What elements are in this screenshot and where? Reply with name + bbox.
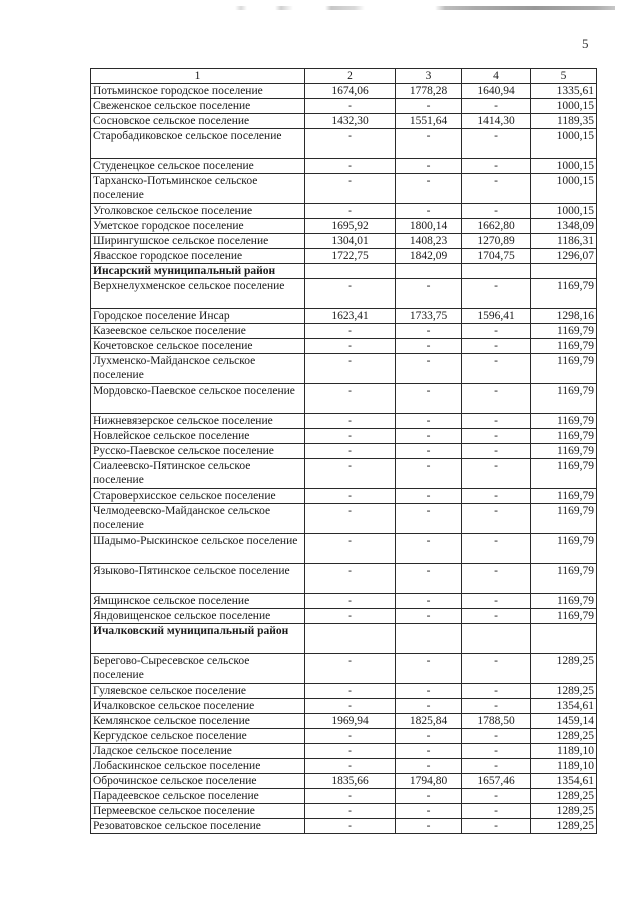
table-row	[91, 564, 597, 594]
value-cell-col3: -	[396, 279, 462, 309]
value-cell-col2: -	[305, 489, 396, 504]
table-row	[91, 534, 597, 564]
table-row	[91, 159, 597, 174]
row-name-cell: Шадымо-Рыскинское сельское поселение	[91, 534, 305, 564]
row-name-cell: Яндовищенское сельское поселение	[91, 609, 305, 624]
table-row	[91, 219, 597, 234]
table-row	[91, 459, 597, 489]
value-cell-col3: -	[396, 99, 462, 114]
value-cell-col3: -	[396, 174, 462, 204]
value-cell-col4: -	[462, 699, 531, 714]
value-cell-col5: 1335,61	[531, 84, 597, 99]
value-cell-col4: 1704,75	[462, 249, 531, 264]
table-row	[91, 324, 597, 339]
table-row	[91, 759, 597, 774]
value-cell-col3: -	[396, 324, 462, 339]
value-cell-col2: -	[305, 804, 396, 819]
table-row	[91, 279, 597, 309]
value-cell-col5: 1289,25	[531, 654, 597, 684]
row-name-cell: Студенецкое сельское поселение	[91, 159, 305, 174]
value-cell-col2: -	[305, 564, 396, 594]
value-cell-col5: 1354,61	[531, 699, 597, 714]
value-cell-col5: 1169,79	[531, 339, 597, 354]
table-row	[91, 354, 597, 384]
value-cell-col2: 1674,06	[305, 84, 396, 99]
value-cell-col4: -	[462, 204, 531, 219]
value-cell-col4: -	[462, 489, 531, 504]
value-cell-col3: -	[396, 339, 462, 354]
value-cell-col3	[396, 624, 462, 654]
section-row	[91, 624, 597, 654]
value-cell-col3: 1408,23	[396, 234, 462, 249]
value-cell-col5: 1289,25	[531, 789, 597, 804]
value-cell-col4: -	[462, 609, 531, 624]
value-cell-col5: 1189,10	[531, 759, 597, 774]
value-cell-col4: 1788,50	[462, 714, 531, 729]
value-cell-col3: -	[396, 204, 462, 219]
row-name-cell: Челмодеевско-Майданское сельское поселение	[91, 504, 305, 534]
value-cell-col3: -	[396, 729, 462, 744]
row-name-cell: Новлейское сельское поселение	[91, 429, 305, 444]
value-cell-col5: 1000,15	[531, 174, 597, 204]
value-cell-col2: -	[305, 819, 396, 834]
value-cell-col3	[396, 264, 462, 279]
value-cell-col3: -	[396, 384, 462, 414]
value-cell-col5: 1169,79	[531, 564, 597, 594]
value-cell-col5: 1000,15	[531, 99, 597, 114]
value-cell-col3: -	[396, 444, 462, 459]
value-cell-col3: -	[396, 789, 462, 804]
row-name-cell: Мордовско-Паевское сельское поселение	[91, 384, 305, 414]
value-cell-col3: 1733,75	[396, 309, 462, 324]
value-cell-col2: -	[305, 279, 396, 309]
value-cell-col2: 1304,01	[305, 234, 396, 249]
value-cell-col5: 1459,14	[531, 714, 597, 729]
row-name-cell: Языково-Пятинское сельское поселение	[91, 564, 305, 594]
value-cell-col3: -	[396, 654, 462, 684]
row-name-cell: Гуляевское сельское поселение	[91, 684, 305, 699]
row-name-cell: Ичалковское сельское поселение	[91, 699, 305, 714]
table-row	[91, 99, 597, 114]
value-cell-col2: -	[305, 339, 396, 354]
value-cell-col4: 1596,41	[462, 309, 531, 324]
value-cell-col2: -	[305, 459, 396, 489]
value-cell-col5: 1169,79	[531, 354, 597, 384]
value-cell-col4: 1662,80	[462, 219, 531, 234]
row-name-cell: Ширингушское сельское поселение	[91, 234, 305, 249]
column-header: 3	[396, 69, 462, 84]
value-cell-col3: -	[396, 504, 462, 534]
value-cell-col2: -	[305, 384, 396, 414]
value-cell-col4: -	[462, 444, 531, 459]
value-cell-col5: 1169,79	[531, 384, 597, 414]
value-cell-col4: -	[462, 324, 531, 339]
value-cell-col4: -	[462, 159, 531, 174]
row-name-cell: Ямщинское сельское поселение	[91, 594, 305, 609]
value-cell-col4: -	[462, 504, 531, 534]
value-cell-col3: -	[396, 414, 462, 429]
value-cell-col4: -	[462, 789, 531, 804]
value-cell-col4: -	[462, 459, 531, 489]
value-cell-col3: -	[396, 354, 462, 384]
value-cell-col5: 1354,61	[531, 774, 597, 789]
value-cell-col4: -	[462, 279, 531, 309]
value-cell-col3: -	[396, 594, 462, 609]
value-cell-col5: 1000,15	[531, 129, 597, 159]
value-cell-col4: -	[462, 339, 531, 354]
value-cell-col3: 1800,14	[396, 219, 462, 234]
table-row	[91, 174, 597, 204]
table-row	[91, 654, 597, 684]
table-row	[91, 414, 597, 429]
value-cell-col2: -	[305, 159, 396, 174]
row-name-cell: Старобадиковское сельское поселение	[91, 129, 305, 159]
value-cell-col3: -	[396, 459, 462, 489]
table-body	[91, 69, 597, 834]
table-row	[91, 699, 597, 714]
value-cell-col5	[531, 624, 597, 654]
row-name-cell: Кергудское сельское поселение	[91, 729, 305, 744]
value-cell-col5: 1296,07	[531, 249, 597, 264]
value-cell-col5: 1289,25	[531, 729, 597, 744]
value-cell-col2: -	[305, 729, 396, 744]
value-cell-col5: 1289,25	[531, 819, 597, 834]
value-cell-col3: 1778,28	[396, 84, 462, 99]
row-name-cell: Сиалеевско-Пятинское сельское поселение	[91, 459, 305, 489]
value-cell-col5: 1169,79	[531, 444, 597, 459]
column-header: 1	[91, 69, 305, 84]
value-cell-col4: -	[462, 729, 531, 744]
row-name-cell: Резоватовское сельское поселение	[91, 819, 305, 834]
value-cell-col3: -	[396, 819, 462, 834]
value-cell-col4: -	[462, 129, 531, 159]
value-cell-col4: -	[462, 564, 531, 594]
table-row	[91, 714, 597, 729]
row-name-cell: Лобаскинское сельское поселение	[91, 759, 305, 774]
table-row	[91, 339, 597, 354]
value-cell-col4: -	[462, 684, 531, 699]
value-cell-col4: -	[462, 384, 531, 414]
value-cell-col3: -	[396, 129, 462, 159]
value-cell-col2: 1722,75	[305, 249, 396, 264]
value-cell-col5: 1298,16	[531, 309, 597, 324]
scan-artifact	[235, 6, 615, 10]
row-name-cell: Свеженское сельское поселение	[91, 99, 305, 114]
value-cell-col5	[531, 264, 597, 279]
value-cell-col2: -	[305, 444, 396, 459]
value-cell-col2: -	[305, 744, 396, 759]
value-cell-col2: -	[305, 99, 396, 114]
row-name-cell: Тарханско-Потьминское сельское поселение	[91, 174, 305, 204]
row-name-cell: Городское поселение Инсар	[91, 309, 305, 324]
value-cell-col5: 1189,35	[531, 114, 597, 129]
value-cell-col3: 1551,64	[396, 114, 462, 129]
value-cell-col2: -	[305, 699, 396, 714]
row-name-cell: Русско-Паевское сельское поселение	[91, 444, 305, 459]
table-row	[91, 84, 597, 99]
value-cell-col2: -	[305, 504, 396, 534]
value-cell-col4: -	[462, 744, 531, 759]
value-cell-col4: 1270,89	[462, 234, 531, 249]
value-cell-col4	[462, 264, 531, 279]
value-cell-col2: -	[305, 174, 396, 204]
table-row	[91, 504, 597, 534]
row-name-cell: Явасское городское поселение	[91, 249, 305, 264]
table-row	[91, 309, 597, 324]
row-name-cell: Ладское сельское поселение	[91, 744, 305, 759]
value-cell-col2: -	[305, 534, 396, 564]
table-row	[91, 384, 597, 414]
value-cell-col2: -	[305, 684, 396, 699]
value-cell-col2: -	[305, 759, 396, 774]
table-row	[91, 729, 597, 744]
value-cell-col3: -	[396, 609, 462, 624]
value-cell-col4: -	[462, 759, 531, 774]
value-cell-col5: 1186,31	[531, 234, 597, 249]
data-table	[90, 68, 597, 834]
value-cell-col3: 1842,09	[396, 249, 462, 264]
value-cell-col4: -	[462, 429, 531, 444]
value-cell-col4: 1640,94	[462, 84, 531, 99]
value-cell-col5: 1169,79	[531, 459, 597, 489]
page-number: 5	[582, 36, 589, 51]
table-row	[91, 114, 597, 129]
row-name-cell: Староверхисское сельское поселение	[91, 489, 305, 504]
value-cell-col5: 1348,09	[531, 219, 597, 234]
value-cell-col4: -	[462, 174, 531, 204]
value-cell-col5: 1169,79	[531, 594, 597, 609]
row-name-cell: Нижневязерское сельское поселение	[91, 414, 305, 429]
value-cell-col5: 1169,79	[531, 489, 597, 504]
value-cell-col4: 1414,30	[462, 114, 531, 129]
value-cell-col5: 1000,15	[531, 204, 597, 219]
row-name-cell: Парадеевское сельское поселение	[91, 789, 305, 804]
value-cell-col2	[305, 264, 396, 279]
value-cell-col5: 1189,10	[531, 744, 597, 759]
table-row	[91, 744, 597, 759]
value-cell-col3: -	[396, 429, 462, 444]
value-cell-col2: -	[305, 789, 396, 804]
row-name-cell: Оброчинское сельское поселение	[91, 774, 305, 789]
value-cell-col3: -	[396, 744, 462, 759]
table-row	[91, 819, 597, 834]
value-cell-col4: -	[462, 534, 531, 564]
value-cell-col5: 1169,79	[531, 504, 597, 534]
row-name-cell: Уголковское сельское поселение	[91, 204, 305, 219]
value-cell-col2: -	[305, 429, 396, 444]
value-cell-col4: -	[462, 594, 531, 609]
value-cell-col4: -	[462, 354, 531, 384]
value-cell-col2: -	[305, 354, 396, 384]
row-name-cell: Потьминское городское поселение	[91, 84, 305, 99]
value-cell-col2: -	[305, 129, 396, 159]
value-cell-col5: 1169,79	[531, 534, 597, 564]
table-row	[91, 444, 597, 459]
value-cell-col5: 1000,15	[531, 159, 597, 174]
table-row	[91, 429, 597, 444]
table-row	[91, 234, 597, 249]
row-name-cell: Казеевское сельское поселение	[91, 324, 305, 339]
value-cell-col4: 1657,46	[462, 774, 531, 789]
value-cell-col3: -	[396, 564, 462, 594]
value-cell-col2: 1695,92	[305, 219, 396, 234]
value-cell-col3: -	[396, 534, 462, 564]
value-cell-col2: -	[305, 414, 396, 429]
value-cell-col4: -	[462, 819, 531, 834]
value-cell-col4	[462, 624, 531, 654]
row-name-cell: Берегово-Сыресевское сельское поселение	[91, 654, 305, 684]
row-name-cell: Ичалковский муниципальный район	[91, 624, 305, 654]
column-header: 4	[462, 69, 531, 84]
value-cell-col4: -	[462, 99, 531, 114]
value-cell-col5: 1169,79	[531, 324, 597, 339]
table-row	[91, 609, 597, 624]
value-cell-col2: -	[305, 594, 396, 609]
value-cell-col4: -	[462, 804, 531, 819]
value-cell-col3: -	[396, 684, 462, 699]
value-cell-col5: 1169,79	[531, 609, 597, 624]
value-cell-col3: 1794,80	[396, 774, 462, 789]
row-name-cell: Лухменско-Майданское сельское поселение	[91, 354, 305, 384]
value-cell-col2: -	[305, 204, 396, 219]
value-cell-col4: -	[462, 654, 531, 684]
row-name-cell: Сосновское сельское поселение	[91, 114, 305, 129]
table-row	[91, 684, 597, 699]
table-row	[91, 204, 597, 219]
table-row	[91, 594, 597, 609]
table-row	[91, 129, 597, 159]
section-row	[91, 264, 597, 279]
table-row	[91, 249, 597, 264]
column-header: 5	[531, 69, 597, 84]
row-name-cell: Кочетовское сельское поселение	[91, 339, 305, 354]
table-row	[91, 804, 597, 819]
value-cell-col3: -	[396, 159, 462, 174]
value-cell-col2: 1623,41	[305, 309, 396, 324]
row-name-cell: Верхнелухменское сельское поселение	[91, 279, 305, 309]
row-name-cell: Пермеевское сельское поселение	[91, 804, 305, 819]
value-cell-col2: -	[305, 324, 396, 339]
value-cell-col2	[305, 624, 396, 654]
row-name-cell: Уметское городское поселение	[91, 219, 305, 234]
value-cell-col2: -	[305, 609, 396, 624]
value-cell-col3: -	[396, 804, 462, 819]
value-cell-col5: 1289,25	[531, 804, 597, 819]
value-cell-col2: 1969,94	[305, 714, 396, 729]
table-row	[91, 789, 597, 804]
table-row	[91, 489, 597, 504]
value-cell-col5: 1169,79	[531, 279, 597, 309]
table-row	[91, 774, 597, 789]
row-name-cell: Инсарский муниципальный район	[91, 264, 305, 279]
value-cell-col5: 1169,79	[531, 429, 597, 444]
value-cell-col4: -	[462, 414, 531, 429]
value-cell-col3: 1825,84	[396, 714, 462, 729]
value-cell-col3: -	[396, 759, 462, 774]
value-cell-col2: 1835,66	[305, 774, 396, 789]
value-cell-col5: 1169,79	[531, 414, 597, 429]
row-name-cell: Кемлянское сельское поселение	[91, 714, 305, 729]
value-cell-col2: 1432,30	[305, 114, 396, 129]
value-cell-col2: -	[305, 654, 396, 684]
column-header: 2	[305, 69, 396, 84]
table-header-row	[91, 69, 597, 84]
value-cell-col5: 1289,25	[531, 684, 597, 699]
value-cell-col3: -	[396, 489, 462, 504]
value-cell-col3: -	[396, 699, 462, 714]
